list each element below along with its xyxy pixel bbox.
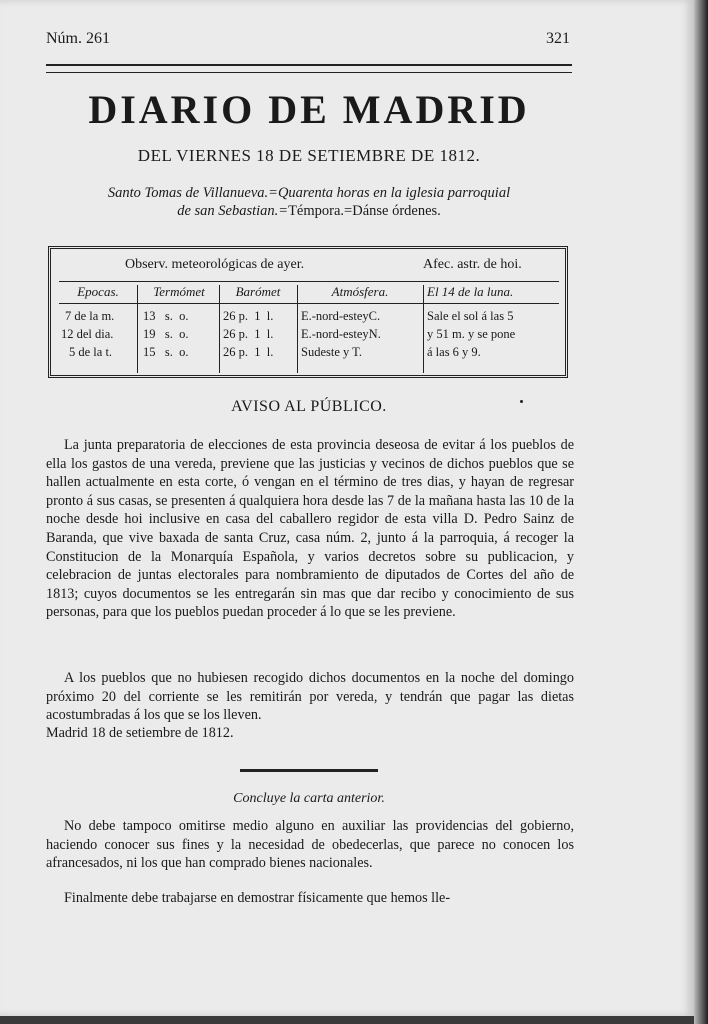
- section-separator: [240, 769, 378, 772]
- ink-speck: [520, 400, 523, 403]
- column-header-luna: El 14 de la luna.: [427, 284, 514, 299]
- cell-barometro: 26 p. 1 l.: [223, 309, 274, 323]
- carta-title: Concluye la carta anterior.: [233, 791, 385, 806]
- cell-barometro: 26 p. 1 l.: [223, 345, 274, 359]
- column-divider: [297, 285, 298, 373]
- cell-epoca: 12 del dia.: [61, 327, 114, 341]
- cell-astro: á las 6 y 9.: [427, 345, 481, 359]
- aviso-paragraph-2: A los pueblos que no hubiesen recogido dichos documentos en la noche del domingo próximo 20 del corriente se les remitirán por vereda, y tendrán que pagar las dietas acostumbradas á los que se los lleven.: [46, 670, 574, 724]
- cell-termometro: 15 s. o.: [143, 345, 189, 359]
- astro-heading: Afec. astr. de hoi.: [423, 257, 522, 272]
- table-divider: [59, 303, 559, 304]
- top-rule: [46, 64, 572, 73]
- saints-line-2: [46, 202, 572, 220]
- column-header-termometro: Termómet: [153, 284, 205, 299]
- cell-astro: Sale el sol á las 5: [427, 309, 514, 323]
- page-edge: [694, 0, 708, 1024]
- weather-heading: Observ. meteorológicas de ayer.: [125, 257, 305, 272]
- column-header-epocas: Epocas.: [77, 284, 119, 299]
- carta-paragraph-1: No debe tampoco omitirse medio alguno en auxiliar las providencias del gobierno, haciendo conocer sus fines y la necesidad de obedecerlas, que parece no conocen los afrancesados, ni los que han comprado bienes nacionales.: [46, 818, 574, 872]
- date-line: DEL VIERNES 18 DE SETIEMBRE DE 1812.: [137, 146, 481, 165]
- column-divider: [219, 285, 220, 373]
- cell-termometro: 13 s. o.: [143, 309, 189, 323]
- issue-number: Núm. 261: [46, 30, 110, 47]
- carta-paragraph-2: Finalmente debe trabajarse en demostrar físicamente que hemos lle-: [64, 890, 451, 906]
- column-header-barometro: Barómet: [235, 284, 281, 299]
- saints-line-2-italic: de san Sebastian.=: [177, 203, 289, 219]
- aviso-title: AVISO AL PÚBLICO.: [231, 398, 387, 415]
- cell-astro: y 51 m. y se pone: [427, 327, 516, 341]
- saints-line-1: Santo Tomas de Villanueva.=Quarenta horas en la iglesia parroquial: [107, 185, 511, 201]
- weather-table: [48, 246, 568, 378]
- aviso-signoff: Madrid 18 de setiembre de 1812.: [46, 725, 234, 741]
- saints-of-day: [46, 184, 572, 220]
- masthead-title: DIARIO DE MADRID: [88, 87, 530, 132]
- column-header-atmosfera: Atmósfera.: [331, 284, 389, 299]
- cell-termometro: 19 s. o.: [143, 327, 189, 341]
- cell-atmosfera: Sudeste y T.: [301, 345, 362, 359]
- cell-epoca: 5 de la t.: [69, 345, 113, 359]
- column-divider: [423, 285, 424, 373]
- cell-atmosfera: E.-nord-esteyN.: [301, 327, 381, 341]
- page-number: 321: [546, 30, 570, 47]
- saints-line-2-rest: Témpora.=Dánse órdenes.: [288, 203, 441, 219]
- column-divider: [137, 285, 138, 373]
- cell-atmosfera: E.-nord-esteyC.: [301, 309, 381, 323]
- aviso-paragraph-1: La junta preparatoria de elecciones de esta provincia deseosa de evitar á los pueblos de ella los gastos de una vereda, previene que las justicias y vecinos de dichos pueblos que se hallen actualmente en esta corte, ó vengan en el término de tres dias, y hayan de regresar pronto á sus casas, se presenten á qualquiera hora desde las 7 de la mañana hasta las 10 de la noche desde hoi inclusive en casa del caballero regidor de esta villa D. Pedro Sainz de Baranda, que vive baxada de santa Cruz, casa núm. 2, junto á la parroquia, á recoger la Constitucion de la Monarquía Española, y varios decretos sobre su publicacion, y celebracion de juntas electorales para nombramiento de diputados de Cortes del año de 1813; cuyos documentos se les entregarán sin mas que dar recibo y conocimiento de sus personas, para que los pueblos puedan proceder á lo que se les previene.: [46, 437, 574, 621]
- table-divider: [59, 281, 559, 282]
- cell-barometro: 26 p. 1 l.: [223, 327, 274, 341]
- cell-epoca: 7 de la m.: [65, 309, 115, 323]
